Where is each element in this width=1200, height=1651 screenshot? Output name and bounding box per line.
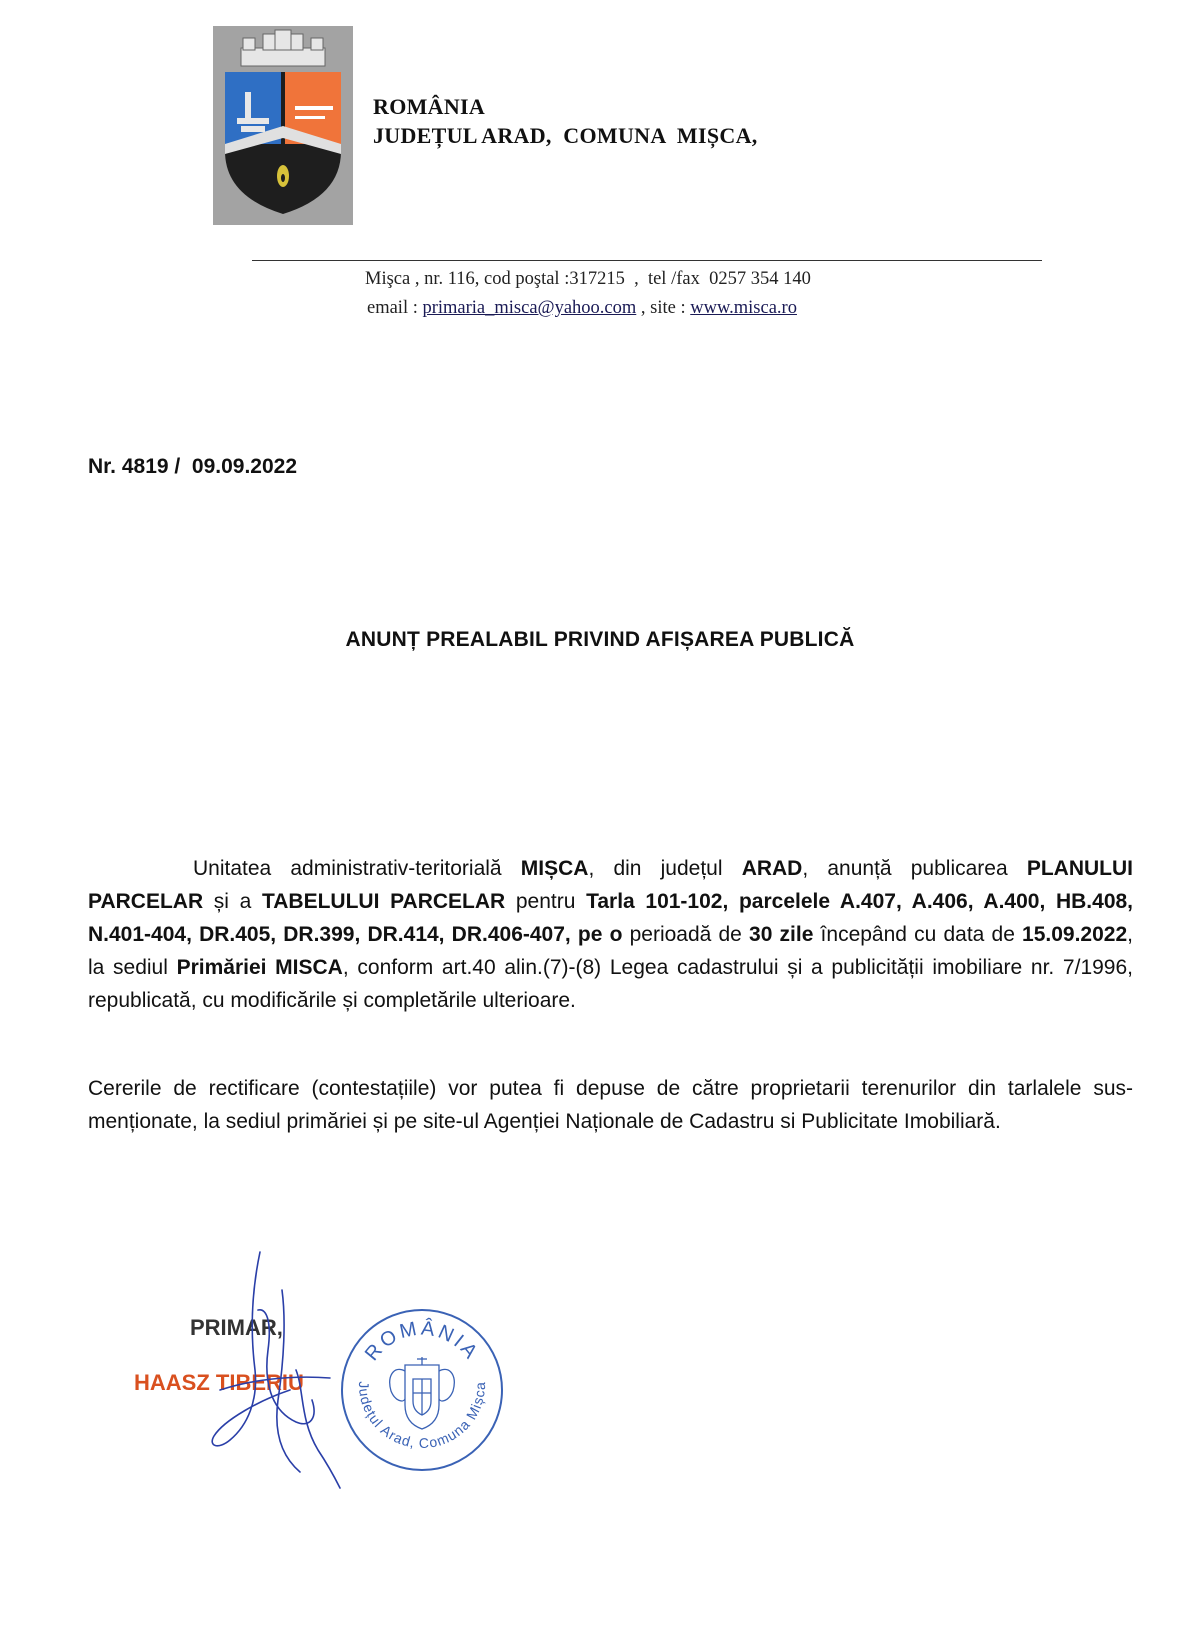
- document-title: ANUNȚ PREALABIL PRIVIND AFIȘAREA PUBLICĂ: [345, 628, 855, 651]
- para1-bold: Primăriei MISCA: [176, 956, 343, 979]
- letterhead-country: ROMÂNIA: [373, 94, 486, 119]
- rectification-paragraph: Cererile de rectificare (contestațiile) vor putea fi depuse de către proprietarii terenurilor din tarlalele sus- menționate, la sediul primăriei și pe site-ul Agenției Naționale de Cadastru si Publicitate Imobiliară.: [88, 1077, 1133, 1133]
- site-label: , site :: [640, 298, 686, 318]
- para1-text: , anunță publicarea: [802, 857, 1027, 880]
- para1-text: , conform art.40 alin.(7)-(8) Legea cadastrului și a publicității imobiliare nr. 7/1996, republicată, cu modificările și completările ulterioare.: [88, 956, 1133, 1012]
- announcement-paragraph: [88, 852, 1133, 1017]
- site-link[interactable]: www.misca.ro: [690, 298, 797, 318]
- para1-bold: PLANULUI PARCELAR: [88, 857, 1133, 913]
- contact-info: [365, 265, 811, 323]
- coat-of-arms-image: [213, 26, 353, 225]
- para1-text: perioadă de: [622, 923, 750, 946]
- para1-bold: Tarla 101-102, parcelele A.407, A.406, A.400, HB.408, N.401-404, DR.405, DR.399, DR.414, DR.406-407, pe o: [88, 890, 1134, 946]
- stamp-bottom-text: Județul Arad, Comuna Mișca: [355, 1381, 489, 1452]
- letterhead-locality: JUDEȚUL ARAD, COMUNA MIȘCA,: [373, 123, 758, 148]
- para1-text: începând cu data de: [813, 923, 1023, 946]
- para1-bold: MIȘCA: [520, 857, 589, 880]
- eagle-emblem-icon: [390, 1357, 454, 1429]
- para1-bold: ARAD: [741, 857, 803, 880]
- para1-text: , la sediul: [88, 923, 1133, 979]
- official-stamp: [337, 1305, 507, 1475]
- contact-web: [365, 294, 811, 323]
- para1-text: , din județul: [588, 857, 742, 880]
- document-number: Nr. 4819 / 09.09.2022: [88, 455, 298, 478]
- letterhead-title: [373, 92, 758, 150]
- signatory-name: HAASZ TIBERIU: [134, 1370, 304, 1395]
- contact-address: Mişca , nr. 116, cod poştal :317215 , tel /fax 0257 354 140: [365, 269, 811, 289]
- para1-text: pentru: [505, 890, 587, 913]
- stamp-top-text: ROMÂNIA: [360, 1317, 484, 1366]
- letterhead-divider: [252, 260, 1042, 261]
- para1-text: și a: [203, 890, 262, 913]
- para1-bold: 15.09.2022: [1022, 923, 1128, 946]
- signatory-role: PRIMAR,: [190, 1315, 283, 1340]
- para1-text: Unitatea administrativ-teritorială: [193, 857, 521, 880]
- email-label: email :: [367, 298, 418, 318]
- email-link[interactable]: primaria_misca@yahoo.com: [422, 298, 637, 318]
- para1-bold: TABELULUI PARCELAR: [261, 890, 506, 913]
- para1-bold: 30 zile: [749, 923, 814, 946]
